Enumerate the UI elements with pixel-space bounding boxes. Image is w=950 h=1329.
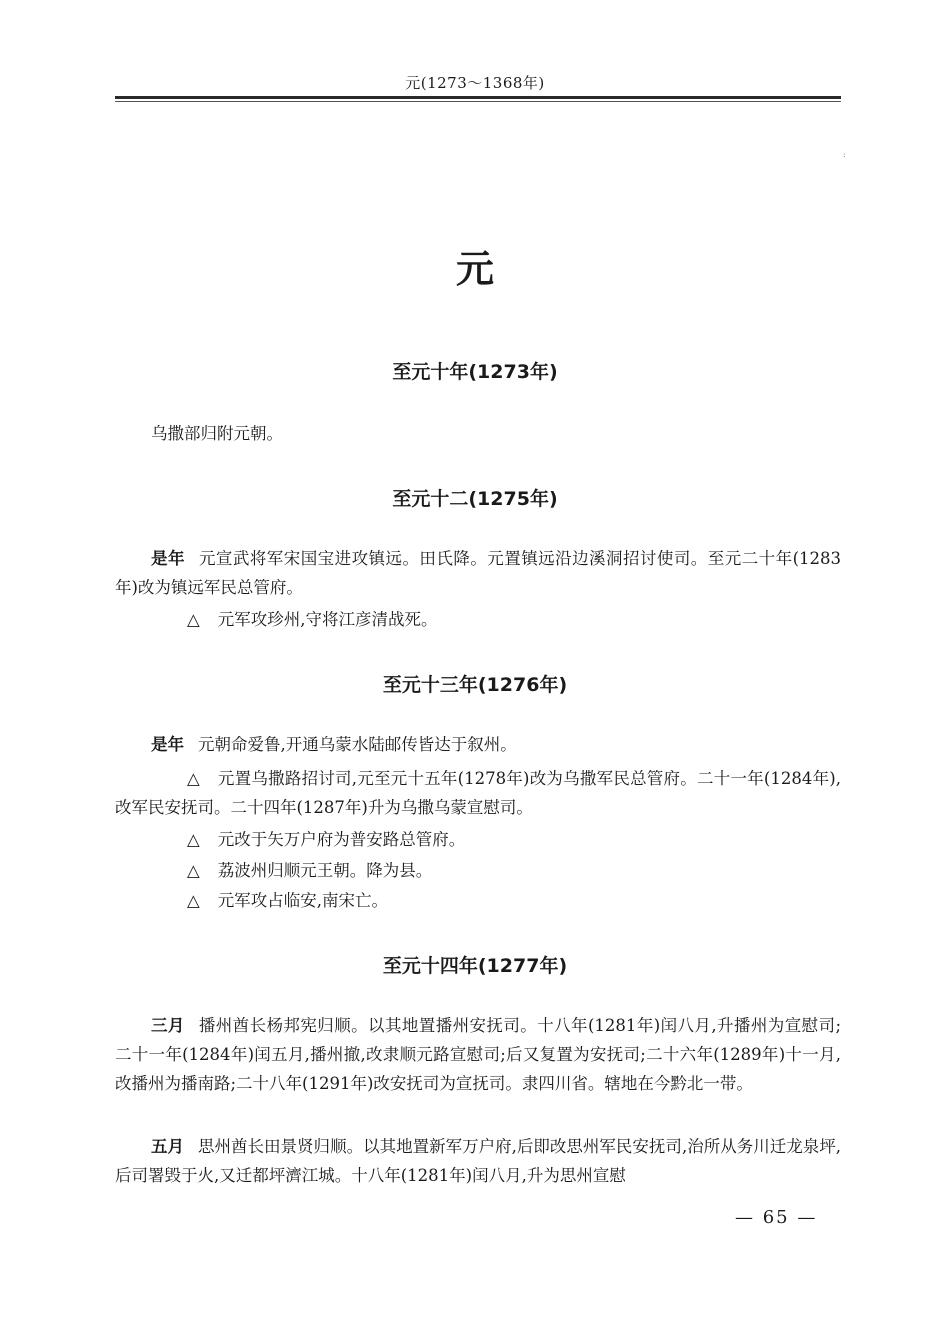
triangle-marker: △: [187, 610, 200, 629]
entry-lead: 三月: [151, 1016, 185, 1035]
entry-text: 元朝命爱鲁,开通乌蒙水陆邮传皆达于叙州。: [198, 735, 517, 754]
entry-paragraph: [115, 856, 841, 885]
section-heading: 至元十三年(1276年): [382, 674, 568, 696]
chapter-title: 元: [455, 247, 494, 291]
entry-text: 元军攻占临安,南宋亡。: [217, 891, 388, 910]
entry-lead: 是年: [151, 735, 184, 754]
triangle-marker: △: [187, 891, 200, 910]
entry-paragraph: [115, 419, 841, 448]
triangle-marker: △: [187, 769, 200, 788]
entry-text: 元改于矢万户府为普安路总管府。: [217, 830, 466, 849]
entry-text: 元置乌撒路招讨司,元至元十五年(1278年)改为乌撒军民总管府。二十一年(1284年),改军民安抚司。二十四年(1287年)升为乌撒乌蒙宣慰司。: [115, 769, 841, 817]
running-head: 元(1273～1368年): [405, 74, 545, 92]
entry-text: 乌撒部归附元朝。: [151, 424, 283, 443]
header-rule-thin: [115, 101, 841, 102]
section-heading: 至元十四年(1277年): [382, 955, 568, 977]
entry-text: 元宣武将军宋国宝进攻镇远。田氏降。元置镇远沿边溪洞招讨使司。至元二十年(1283年)改为镇远军民总管府。: [115, 549, 842, 597]
entry-lead: 是年: [151, 549, 185, 568]
entry-text: 思州酋长田景贤归顺。以其地置新军万户府,后即改思州军民安抚司,治所从务川迁龙泉坪,后司署毁于火,又迁都坪濟江城。十八年(1281年)闰八月,升为思州宣慰: [115, 1137, 841, 1185]
triangle-marker: △: [187, 861, 200, 880]
entry-paragraph: [115, 1132, 841, 1190]
entry-paragraph: [115, 605, 841, 634]
triangle-marker: △: [187, 830, 200, 849]
page-number: — 65 —: [735, 1207, 818, 1228]
entry-paragraph: [115, 764, 841, 822]
entry-paragraph: [115, 1011, 841, 1098]
entry-text: 荔波州归顺元王朝。降为县。: [217, 861, 433, 880]
margin-specks: :: [843, 150, 846, 159]
entry-paragraph: [115, 886, 841, 915]
entry-paragraph: [115, 730, 841, 759]
header-rule-thick: [115, 96, 841, 99]
section-heading: 至元十年(1273年): [392, 361, 558, 383]
entry-paragraph: [115, 544, 841, 602]
entry-paragraph: [115, 825, 841, 854]
entry-text: 元军攻珍州,守将江彦清战死。: [217, 610, 438, 629]
entry-lead: 五月: [151, 1137, 185, 1156]
entry-text: 播州酋长杨邦宪归顺。以其地置播州安抚司。十八年(1281年)闰八月,升播州为宣慰司;二十一年(1284年)闰五月,播州撤,改隶顺元路宣慰司;后又复置为安抚司;二十六年(1289年)十一月,改播州为播南路;二十八年(1291年)改安抚司为宣抚司。隶四川省。辖地在今黔北一带。: [115, 1016, 842, 1093]
section-heading: 至元十二(1275年): [392, 488, 558, 510]
